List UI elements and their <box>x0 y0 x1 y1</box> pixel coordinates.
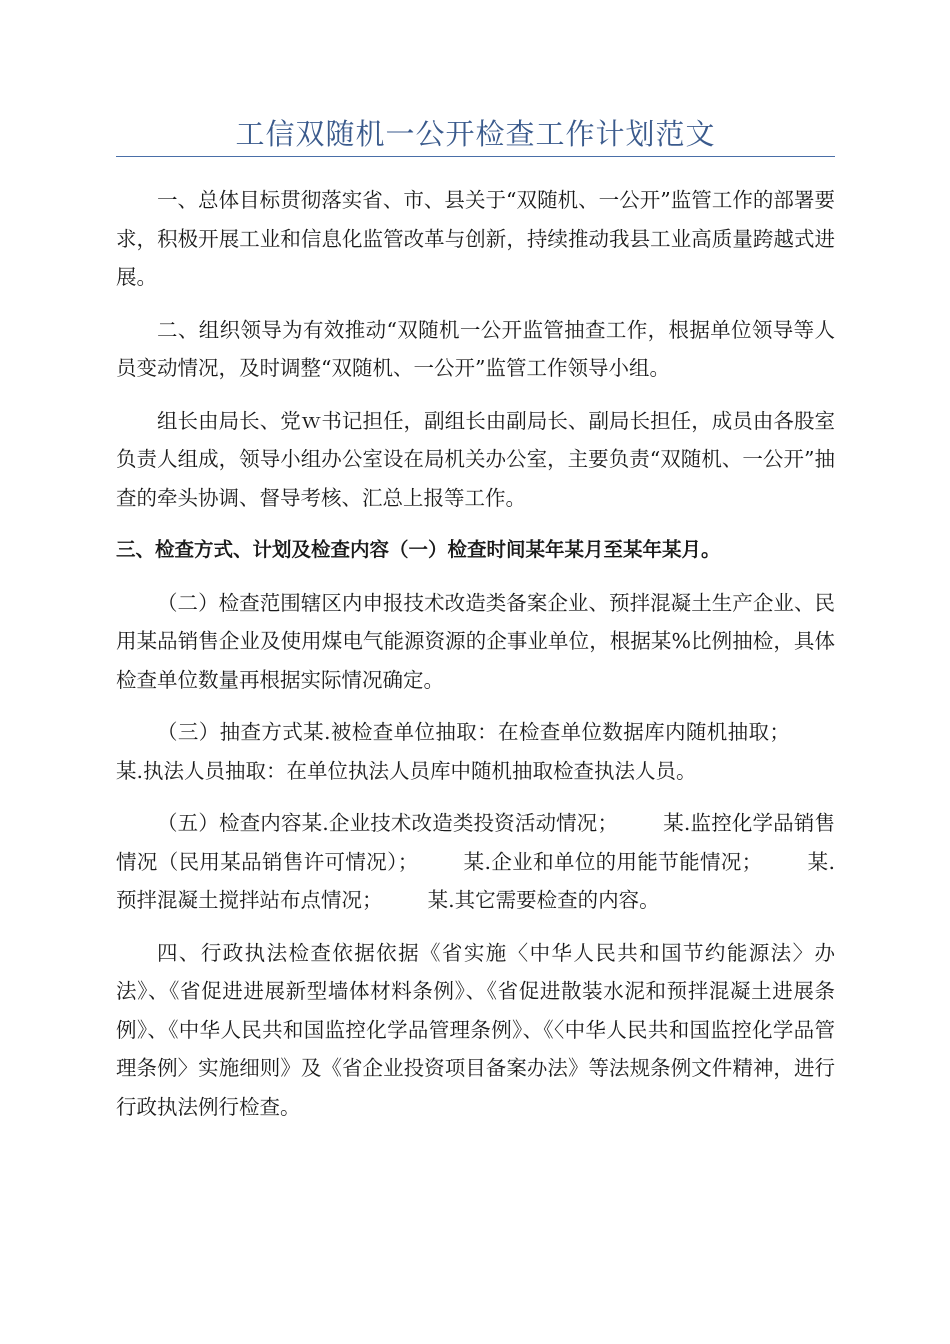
content-item-5: 某.其它需要检查的内容。 <box>427 888 660 912</box>
title-underline <box>116 156 835 157</box>
paragraph-inspection-scope: （二）检查范围辖区内申报技术改造类备案企业、预拌混凝土生产企业、民用某品销售企业及使用煤电气能源资源的企事业单位，根据某%比例抽检，具体检查单位数量再根据实际情况确定。 <box>116 590 835 692</box>
paragraph-team-members: 组长由局长、党ｗ书记担任，副组长由副局长、副局长担任，成员由各股室负责人组成，领导小组办公室设在局机关办公室，主要负责“双随机、一公开”抽查的牵头协调、督导考核、汇总上报等工作。 <box>116 408 835 510</box>
paragraph-sampling-method <box>116 713 835 790</box>
sampling-item-2: 某.执法人员抽取：在单位执法人员库中随机抽取检查执法人员。 <box>116 758 697 783</box>
content-item-2: 某.监控化学品销售情况（民用某品销售许可情况）； <box>116 811 835 874</box>
paragraph-organization: 二、组织领导为有效推动“双随机一公开监管抽查工作，根据单位领导等人员变动情况，及时调整“双随机、一公开”监管工作领导小组。 <box>116 317 835 380</box>
heading-inspection-method: 三、检查方式、计划及检查内容（一）检查时间某年某月至某年某月。 <box>116 538 721 561</box>
content-item-3: 某.企业和单位的用能节能情况； <box>463 849 763 874</box>
document-title: 工信双随机一公开检查工作计划范文 <box>235 117 716 151</box>
paragraph-overall-goal: 一、总体目标贯彻落实省、市、县关于“双随机、一公开”监管工作的部署要求，积极开展工业和信息化监管改革与创新，持续推动我县工业高质量跨越式进展。 <box>116 188 835 289</box>
paragraph-inspection-content <box>116 804 835 920</box>
sampling-item-1: （三）抽查方式某.被检查单位抽取：在检查单位数据库内随机抽取； <box>157 720 790 744</box>
content-item-1: （五）检查内容某.企业技术改造类投资活动情况； <box>157 811 618 835</box>
document-page <box>116 112 835 1140</box>
paragraph-legal-basis: 四、行政执法检查依据依据《省实施〈中华人民共和国节约能源法〉办法》、《省促进进展新型墙体材料条例》、《省促进散装水泥和预拌混凝土进展条例》、《中华人民共和国监控化学品管理条例》、《〈中华人民共和国监控化学品管理条例〉实施细则》及《省企业投资项目备案办法》等法规条例文件精神，进行行政执法例行检查。 <box>116 940 835 1119</box>
content-item-4: 某.预拌混凝土搅拌站布点情况； <box>116 849 836 912</box>
